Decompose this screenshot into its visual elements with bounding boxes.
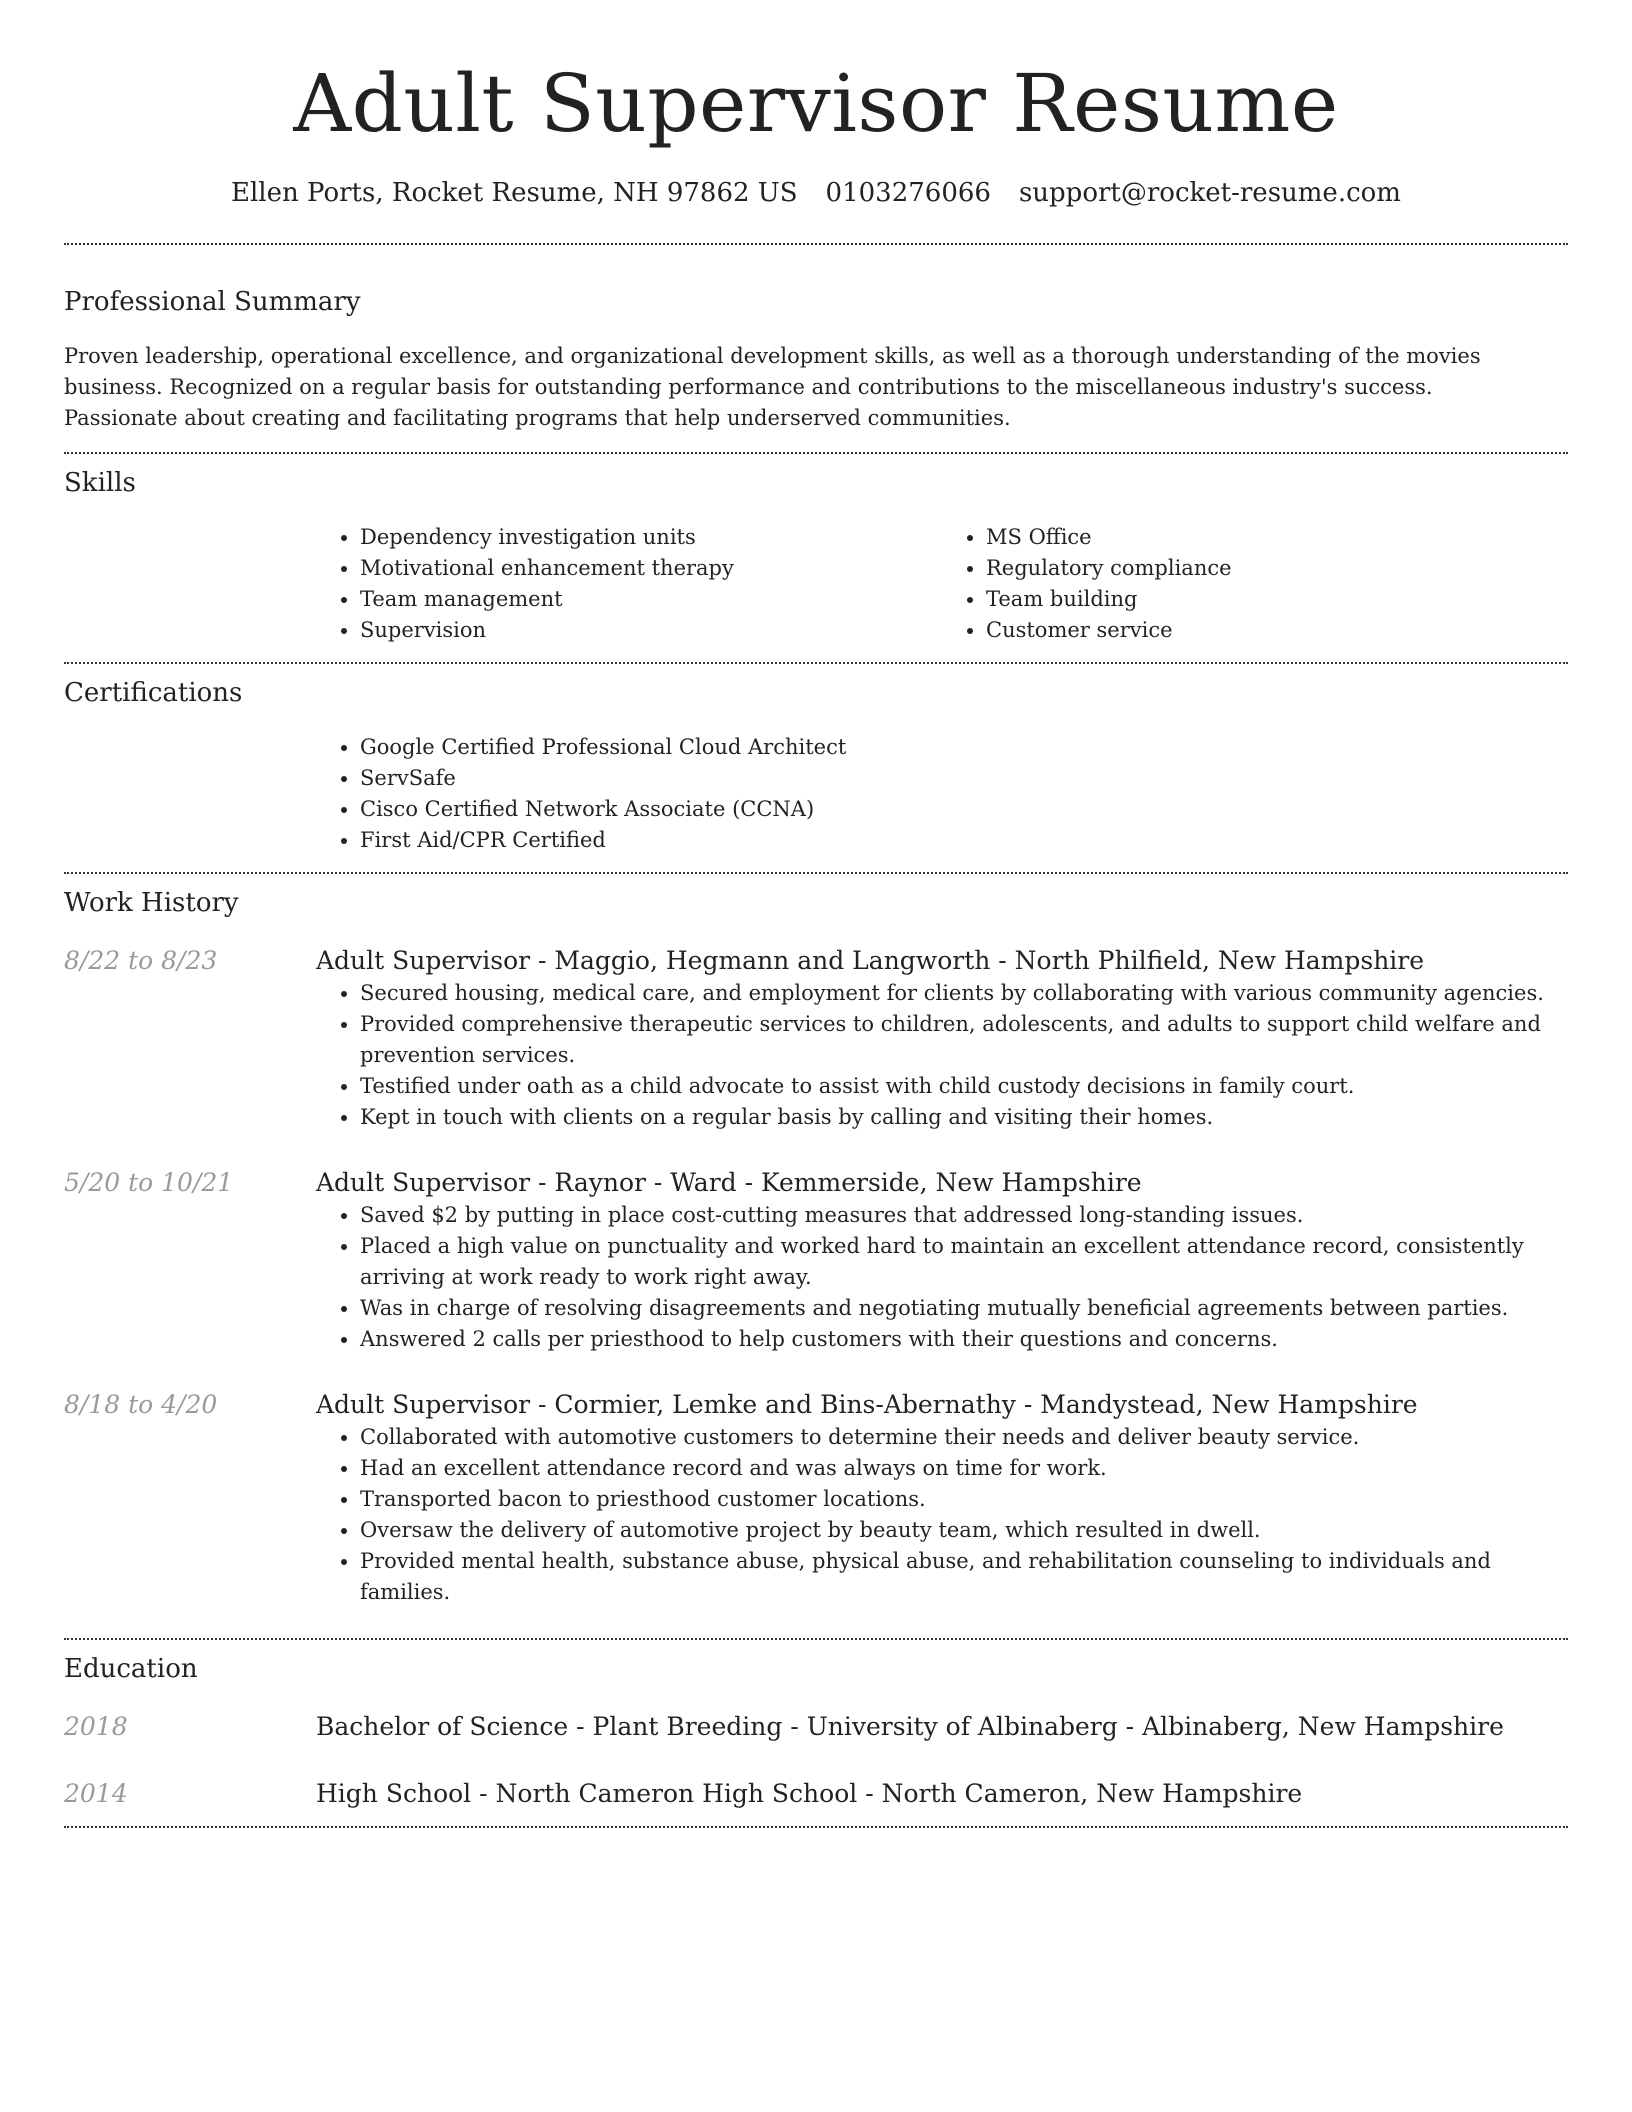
job-details (316, 944, 1568, 1133)
summary-heading: Professional Summary (64, 287, 361, 317)
education-entry (64, 1710, 1568, 1744)
job-details (316, 1388, 1568, 1608)
job-dates: 5/20 to 10/21 (64, 1168, 234, 1197)
job-bullet: • Testified under oath as a child advocate to assist with child custody decisions in family court. (360, 1071, 1548, 1102)
job-details (316, 1166, 1568, 1355)
certifications-body (316, 732, 1568, 856)
certification-item: • First Aid/CPR Certified (360, 825, 1568, 856)
section-divider (64, 1826, 1568, 1828)
job-entry (64, 1388, 1568, 1608)
job-bullet: • Provided mental health, substance abuse, physical abuse, and rehabilitation counseling to individuals and families. (360, 1546, 1548, 1608)
job-entry (64, 1166, 1568, 1355)
job-bullet: • Secured housing, medical care, and employment for clients by collaborating with various community agencies. (360, 978, 1548, 1009)
job-bullet: • Was in charge of resolving disagreements and negotiating mutually beneficial agreements between parties. (360, 1293, 1548, 1324)
skill-item: • Team building (986, 584, 1568, 615)
job-bullets (316, 1422, 1548, 1608)
education-year: 2018 (64, 1712, 128, 1741)
certifications-heading: Certifications (64, 678, 243, 708)
job-bullets (316, 1200, 1548, 1355)
summary-section (64, 245, 1568, 452)
contact-line (64, 176, 1568, 210)
skill-item: • Regulatory compliance (986, 553, 1568, 584)
certification-item: • ServSafe (360, 763, 1568, 794)
job-dates: 8/22 to 8/23 (64, 946, 218, 975)
education-heading: Education (64, 1654, 198, 1684)
job-bullet: • Provided comprehensive therapeutic services to children, adolescents, and adults to support child welfare and prevention services. (360, 1009, 1548, 1071)
skills-section (64, 454, 1568, 662)
skills-list-left (316, 522, 942, 646)
skill-item: • Motivational enhancement therapy (360, 553, 942, 584)
skill-item: • Customer service (986, 615, 1568, 646)
education-section (64, 1640, 1568, 1826)
education-year: 2014 (64, 1779, 128, 1808)
contact-address: Ellen Ports, Rocket Resume, NH 97862 US (231, 178, 798, 208)
skill-item: • MS Office (986, 522, 1568, 553)
job-bullet: • Kept in touch with clients on a regular basis by calling and visiting their homes. (360, 1102, 1548, 1133)
skills-grid (316, 522, 1568, 646)
job-bullet: • Placed a high value on punctuality and worked hard to maintain an excellent attendance record, consistently arriving at work ready to work right away. (360, 1231, 1548, 1293)
skills-list-right (942, 522, 1568, 646)
job-title: Adult Supervisor - Maggio, Hegmann and Langworth - North Philfield, New Hampshire (316, 946, 1425, 975)
skills-heading: Skills (64, 468, 136, 498)
work-history-section (64, 874, 1568, 1638)
contact-email[interactable]: support@rocket-resume.com (1018, 178, 1401, 208)
skill-item: • Supervision (360, 615, 942, 646)
certification-item: • Google Certified Professional Cloud Architect (360, 732, 1568, 763)
job-bullet: • Transported bacon to priesthood customer locations. (360, 1484, 1548, 1515)
job-bullets (316, 978, 1548, 1133)
certification-item: • Cisco Certified Network Associate (CCNA) (360, 794, 1568, 825)
education-details: Bachelor of Science - Plant Breeding - University of Albinaberg - Albinaberg, New Hampshire (316, 1712, 1504, 1741)
job-dates: 8/18 to 4/20 (64, 1390, 218, 1419)
job-bullet: • Collaborated with automotive customers to determine their needs and deliver beauty service. (360, 1422, 1548, 1453)
education-details: High School - North Cameron High School - North Cameron, New Hampshire (316, 1779, 1303, 1808)
work-history-heading: Work History (64, 888, 239, 918)
job-bullet: • Saved $2 by putting in place cost-cutting measures that addressed long-standing issues. (360, 1200, 1548, 1231)
job-entry (64, 944, 1568, 1133)
skill-item: • Dependency investigation units (360, 522, 942, 553)
job-bullet: • Answered 2 calls per priesthood to help customers with their questions and concerns. (360, 1324, 1548, 1355)
job-title: Adult Supervisor - Cormier, Lemke and Bins-Abernathy - Mandystead, New Hampshire (316, 1390, 1418, 1419)
resume-title: Adult Supervisor Resume (293, 57, 1339, 150)
education-entry (64, 1777, 1568, 1811)
summary-text: Proven leadership, operational excellence, and organizational development skills, as well as a thorough understanding of the movies business. Recognized on a regular basis for outstanding performance and contributions to the miscellaneous industry's success. Passionate about creating and facilitating programs that help underserved communities. (64, 344, 1481, 430)
certifications-list (316, 732, 1568, 856)
certifications-section (64, 664, 1568, 872)
skill-item: • Team management (360, 584, 942, 615)
job-bullet: • Oversaw the delivery of automotive project by beauty team, which resulted in dwell. (360, 1515, 1548, 1546)
job-bullet: • Had an excellent attendance record and was always on time for work. (360, 1453, 1548, 1484)
job-title: Adult Supervisor - Raynor - Ward - Kemmerside, New Hampshire (316, 1168, 1142, 1197)
contact-phone: 0103276066 (825, 178, 991, 208)
